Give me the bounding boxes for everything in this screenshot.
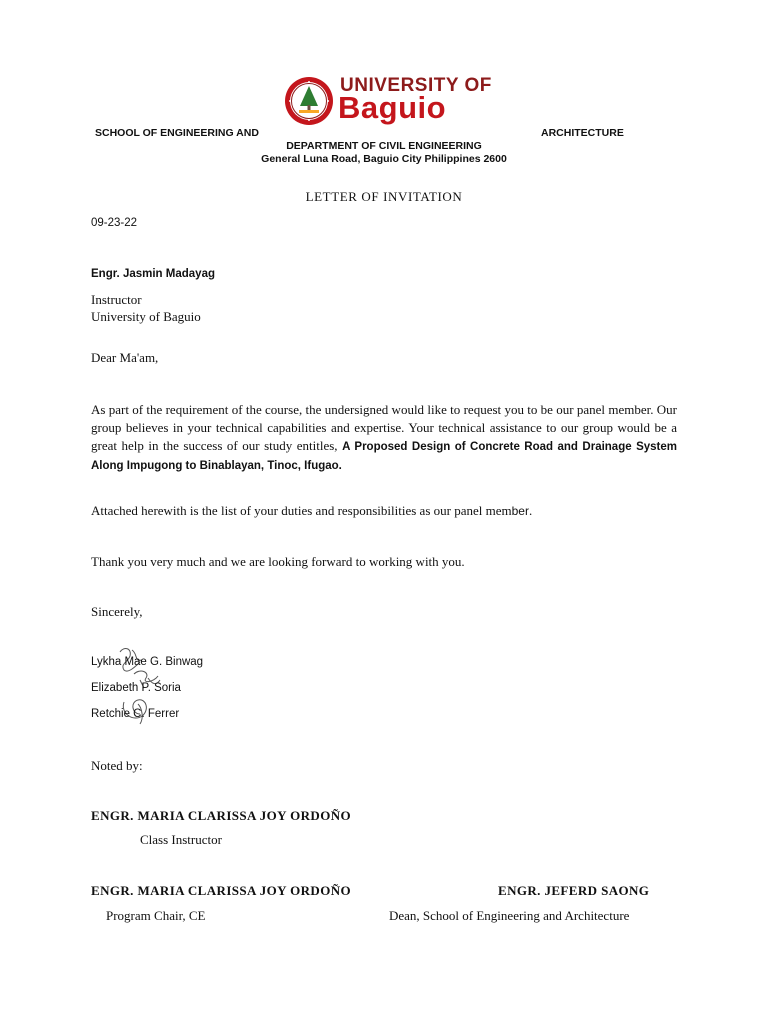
study-title: A Proposed Design of Concrete Road and Drainage System Along Impugong to Binablayan, Tinoc, Ifugao. — [91, 441, 677, 472]
signatory-3: Retchie C. Ferrer — [91, 708, 180, 720]
body-paragraph-thanks: Thank you very much and we are looking forward to working with you. — [91, 554, 465, 569]
school-address: General Luna Road, Baguio City Philippines 2600 — [261, 153, 507, 165]
university-logo — [284, 74, 508, 126]
attachment-period: . — [528, 503, 533, 518]
attachment-text: Attached herewith is the list of your duties and responsibilities as our panel mem — [91, 503, 512, 518]
closing: Sincerely, — [91, 604, 143, 619]
school-name-right: ARCHITECTURE — [541, 127, 624, 139]
request-text: As part of the requirement of the course, the undersigned would like to request you to be our panel member. Our group believes in your technical capabilities and expertise. Your technical assistance to our group would be a great help in the success of our study entitles, — [91, 402, 677, 453]
letter-title: LETTER OF INVITATION — [305, 189, 463, 204]
class-instructor-name: ENGR. MARIA CLARISSA JOY ORDOÑO — [91, 808, 352, 823]
recipient-title: Instructor — [91, 292, 142, 307]
school-name-left: SCHOOL OF ENGINEERING AND — [95, 127, 259, 139]
class-instructor-role: Class Instructor — [140, 832, 222, 847]
body-paragraph-request — [91, 401, 677, 475]
letter-date: 09-23-22 — [91, 217, 138, 229]
program-chair-role: Program Chair, CE — [106, 908, 206, 923]
noted-by-label: Noted by: — [91, 758, 143, 773]
department-name: DEPARTMENT OF CIVIL ENGINEERING — [286, 140, 482, 152]
university-seal-icon — [284, 76, 334, 126]
signatory-2: Elizabeth P. Soria — [91, 682, 181, 694]
logo-text-university-of: UNIVERSITY OF — [340, 75, 492, 96]
body-paragraph-attachment — [91, 503, 532, 519]
recipient-org: University of Baguio — [91, 309, 201, 324]
dean-role: Dean, School of Engineering and Architecture — [389, 908, 630, 923]
attachment-text-tail: ber — [511, 504, 529, 518]
salutation: Dear Ma'am, — [91, 350, 159, 365]
logo-text-baguio: Baguio — [338, 90, 447, 125]
recipient-name: Engr. Jasmin Madayag — [91, 268, 215, 280]
program-chair-name: ENGR. MARIA CLARISSA JOY ORDOÑO — [91, 883, 352, 898]
dean-name: ENGR. JEFERD SAONG — [498, 883, 650, 898]
signatory-1: Lykha Mae G. Binwag — [91, 656, 204, 668]
